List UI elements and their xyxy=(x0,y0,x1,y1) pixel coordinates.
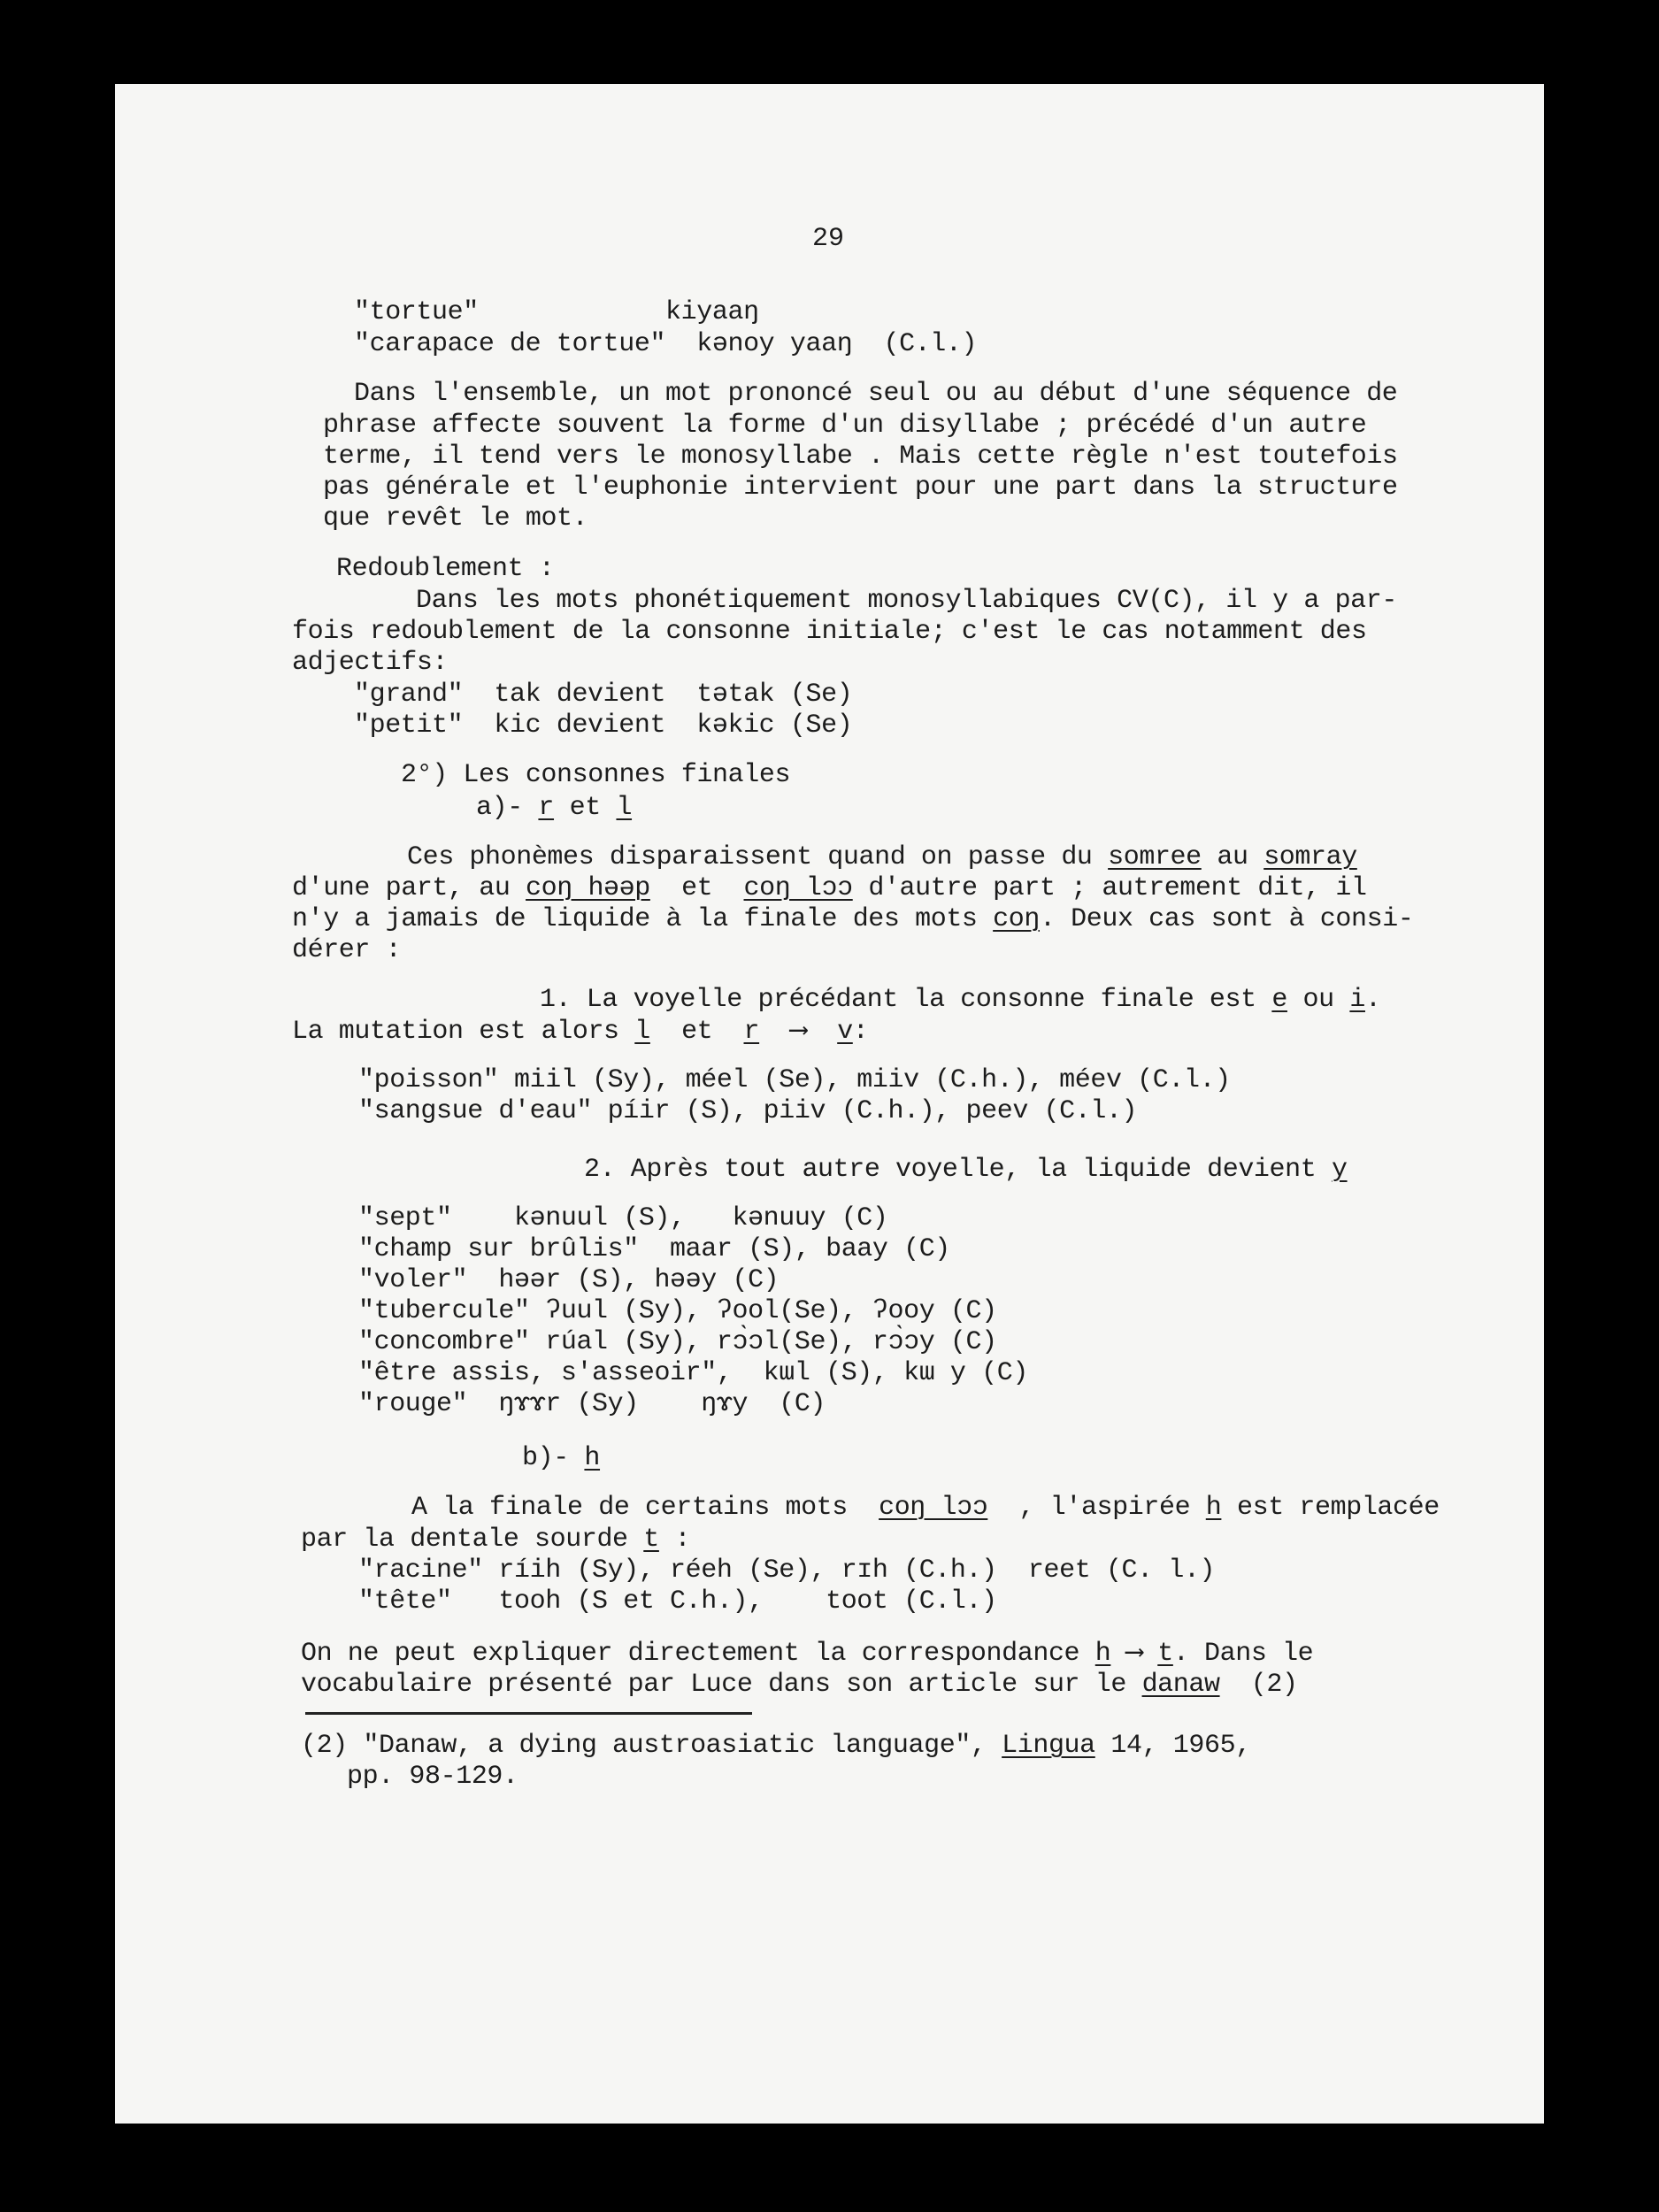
text-line: terme, il tend vers le monosyllabe . Mais cette règle n'est toutefois xyxy=(323,442,1398,472)
document-page xyxy=(115,84,1544,2124)
text-line: La mutation est alors l et r ⟶ v: xyxy=(292,1017,869,1047)
example-line: "rouge" ŋɤɤr (Sy) ŋɤy (C) xyxy=(358,1389,826,1419)
example-line: "concombre" rúal (Sy), rɔ̀ɔl(Se), rɔ̀ɔy (C) xyxy=(358,1327,997,1357)
example-line: "poisson" miil (Sy), méel (Se), miiv (C.h.), méev (C.l.) xyxy=(358,1065,1231,1095)
text-line: adjectifs: xyxy=(292,648,449,678)
text-line: Dans les mots phonétiquement monosyllabiques CV(C), il y a par- xyxy=(416,586,1397,616)
text-line: dérer : xyxy=(292,935,402,965)
text-line: On ne peut expliquer directement la correspondance h ⟶ t. Dans le xyxy=(301,1639,1314,1669)
text-line: n'y a jamais de liquide à la finale des mots coŋ. Deux cas sont à consi- xyxy=(292,904,1414,934)
section-heading: 2°) Les consonnes finales xyxy=(401,760,791,790)
text-line: fois redoublement de la consonne initiale; c'est le cas notamment des xyxy=(292,617,1367,647)
text-line: que revêt le mot. xyxy=(323,503,588,534)
example-line: "racine" ríih (Sy), réeh (Se), rɪh (C.h.) reet (C. l.) xyxy=(358,1555,1216,1586)
example-line: "tête" tooh (S et C.h.), toot (C.l.) xyxy=(358,1586,997,1617)
subsection-heading: a)- r et l xyxy=(476,793,633,823)
example-line: "champ sur brûlis" maar (S), baay (C) xyxy=(358,1234,950,1264)
example-line: "tubercule" ʔuul (Sy), ʔool(Se), ʔooy (C) xyxy=(358,1296,997,1326)
text-line: 1. La voyelle précédant la consonne finale est e ou i. xyxy=(540,985,1381,1015)
text-line: 2. Après tout autre voyelle, la liquide devient y xyxy=(584,1155,1348,1185)
example-line: "voler" həər (S), həəy (C) xyxy=(358,1265,780,1295)
text-line: A la finale de certains mots coŋ lɔɔ , l'aspirée h est remplacée xyxy=(411,1493,1440,1523)
footnote-line: pp. 98-129. xyxy=(347,1762,518,1792)
example-line: "sept" kənuul (S), kənuuy (C) xyxy=(358,1203,888,1233)
section-heading: Redoublement : xyxy=(336,554,555,584)
text-line: pas générale et l'euphonie intervient pour une part dans la structure xyxy=(323,472,1398,503)
text-line: par la dentale sourde t : xyxy=(301,1525,691,1555)
text-line: Ces phonèmes disparaissent quand on passe du somree au somray xyxy=(407,842,1357,872)
subsection-heading: b)- h xyxy=(522,1443,601,1473)
example-line: "sangsue d'eau" píir (S), piiv (C.h.), peev (C.l.) xyxy=(358,1096,1138,1126)
example-line: "être assis, s'asseoir", kɯl (S), kɯ y (C) xyxy=(358,1358,1028,1388)
page-number: 29 xyxy=(812,224,845,254)
text-line: d'une part, au coŋ həəp et coŋ lɔɔ d'autre part ; autrement dit, il xyxy=(292,873,1367,903)
text-line: "carapace de tortue" kənoy yaaŋ (C.l.) xyxy=(354,329,978,359)
footnote-rule xyxy=(305,1712,752,1715)
example-line: "grand" tak devient tətak (Se) xyxy=(354,680,853,710)
text-line: Dans l'ensemble, un mot prononcé seul ou au début d'une séquence de xyxy=(354,379,1398,409)
footnote-line: (2) "Danaw, a dying austroasiatic language", Lingua 14, 1965, xyxy=(301,1731,1251,1761)
text-line: vocabulaire présenté par Luce dans son article sur le danaw (2) xyxy=(301,1670,1298,1700)
example-line: "petit" kic devient kəkic (Se) xyxy=(354,710,853,741)
text-line: "tortue" kiyaaŋ xyxy=(354,297,759,327)
text-line: phrase affecte souvent la forme d'un disyllabe ; précédé d'un autre xyxy=(323,411,1367,441)
